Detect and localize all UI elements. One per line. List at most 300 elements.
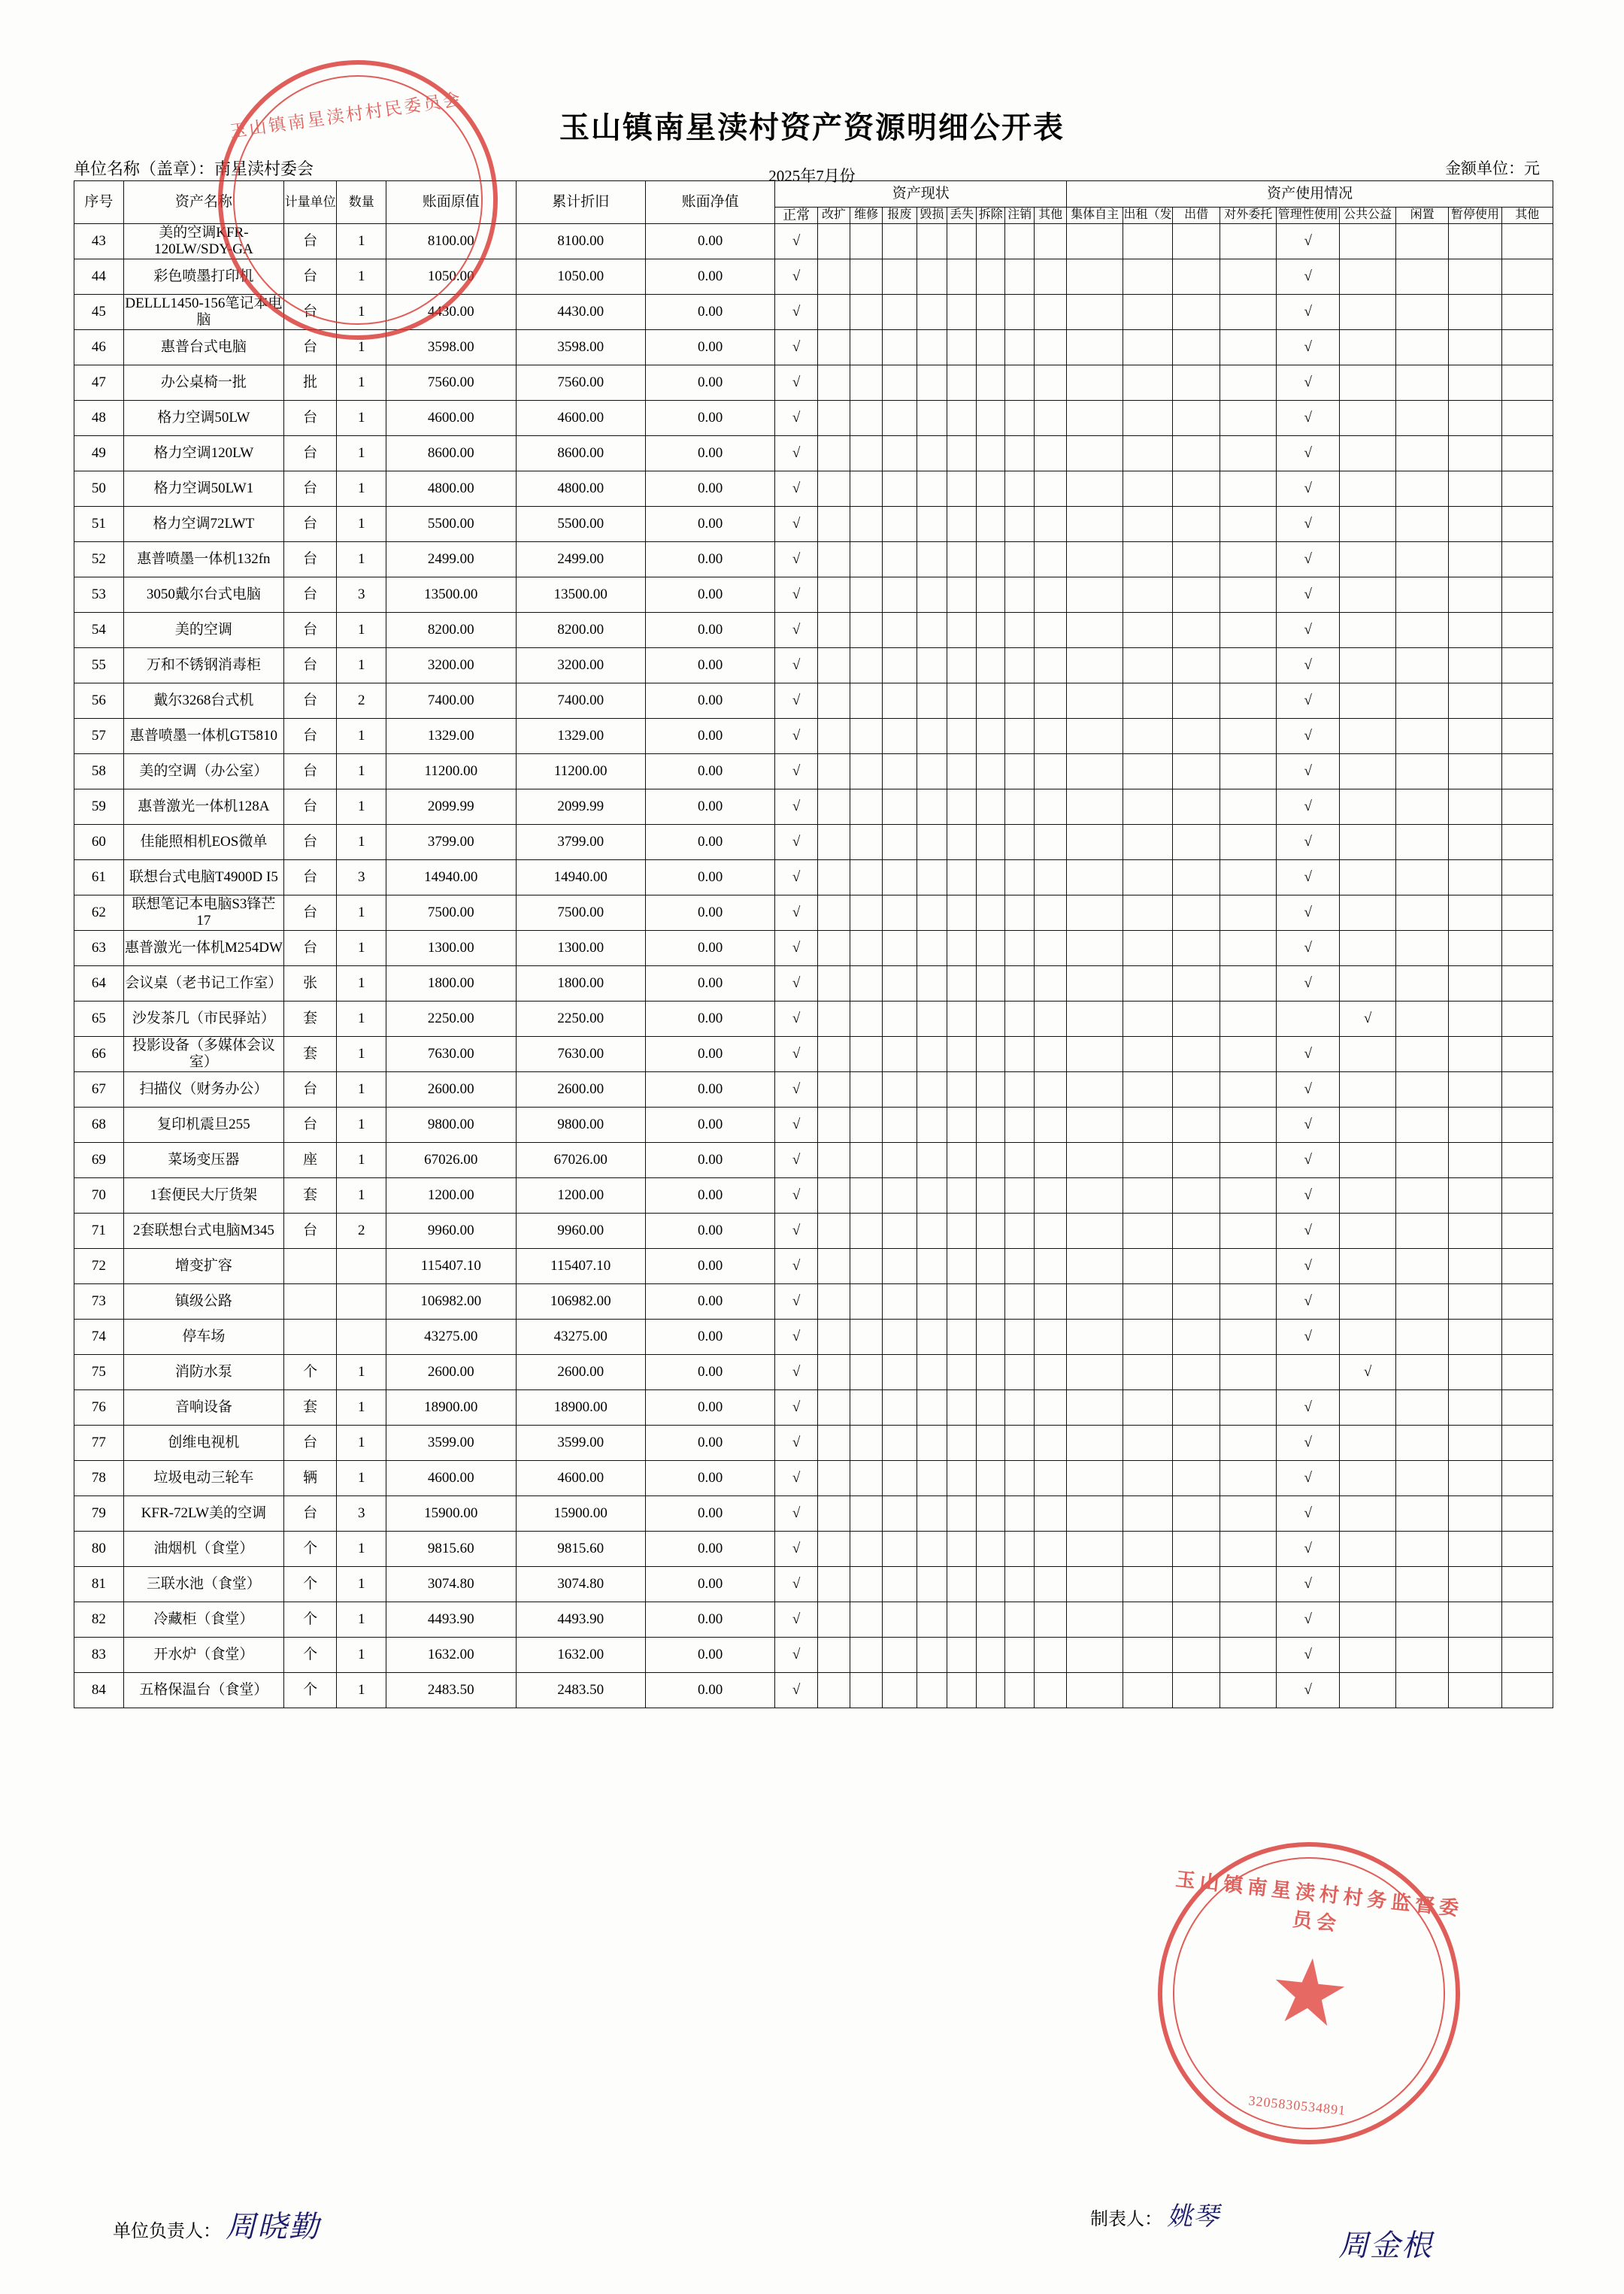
cell-status-3 [883,1284,917,1320]
cell-status-4 [917,1002,947,1037]
cell-usage-5 [1340,1108,1396,1143]
table-row [74,436,1553,471]
cell-status-3 [883,1072,917,1108]
cell-status-5 [947,1178,977,1214]
cell-status-4 [917,1426,947,1461]
cell-depreciation: 8100.00 [516,224,645,259]
cell-usage-5 [1340,860,1396,895]
cell-unit: 台 [284,577,337,613]
cell-usage-6 [1396,330,1449,365]
cell-status-5 [947,330,977,365]
cell-usage-4: √ [1277,860,1340,895]
th-status-lost: 丢失 [947,208,977,224]
table-row [74,1461,1553,1496]
cell-depreciation: 2250.00 [516,1002,645,1037]
cell-usage-1 [1123,683,1173,719]
cell-status-4 [917,1037,947,1072]
cell-seq: 71 [74,1214,124,1249]
cell-qty: 1 [337,436,386,471]
cell-net-value: 0.00 [645,1567,774,1602]
cell-status-8 [1035,330,1067,365]
table-row [74,754,1553,789]
cell-status-4 [917,1496,947,1532]
cell-usage-2 [1172,224,1220,259]
cell-status-4 [917,1602,947,1638]
cell-usage-2 [1172,825,1220,860]
cell-book-value: 67026.00 [386,1143,516,1178]
cell-book-value: 1632.00 [386,1638,516,1673]
cell-usage-1 [1123,577,1173,613]
cell-status-7 [1005,1037,1035,1072]
cell-status-1 [817,1390,850,1426]
cell-status-0: √ [775,1214,818,1249]
cell-usage-0 [1067,719,1123,754]
cell-status-1 [817,224,850,259]
cell-status-3 [883,895,917,931]
cell-qty: 1 [337,789,386,825]
table-row [74,648,1553,683]
cell-usage-6 [1396,507,1449,542]
cell-usage-2 [1172,365,1220,401]
cell-qty: 1 [337,1673,386,1708]
cell-status-6 [976,648,1005,683]
cell-status-6 [976,1461,1005,1496]
cell-seq: 70 [74,1178,124,1214]
cell-usage-8 [1501,507,1553,542]
cell-asset-name: 三联水池（食堂） [123,1567,283,1602]
cell-status-8 [1035,436,1067,471]
cell-status-1 [817,719,850,754]
th-usage-collective: 集体自主 [1067,208,1123,224]
cell-status-8 [1035,507,1067,542]
period-label: 2025年7月份 [768,167,856,185]
cell-usage-6 [1396,1143,1449,1178]
cell-unit: 台 [284,613,337,648]
cell-status-5 [947,789,977,825]
cell-status-1 [817,754,850,789]
cell-usage-3 [1220,1143,1277,1178]
cell-usage-2 [1172,401,1220,436]
cell-status-2 [850,1143,883,1178]
cell-seq: 54 [74,613,124,648]
cell-usage-5 [1340,966,1396,1002]
cell-depreciation: 2600.00 [516,1355,645,1390]
cell-status-4 [917,542,947,577]
cell-depreciation: 11200.00 [516,754,645,789]
cell-usage-8 [1501,471,1553,507]
cell-usage-5 [1340,1532,1396,1567]
cell-asset-name: 美的空调（办公室） [123,754,283,789]
th-asset-name: 资产名称 [123,181,283,224]
cell-usage-7 [1449,1249,1501,1284]
cell-status-3 [883,1567,917,1602]
th-depreciation: 累计折旧 [516,181,645,224]
cell-qty: 1 [337,648,386,683]
cell-depreciation: 1329.00 [516,719,645,754]
cell-seq: 57 [74,719,124,754]
cell-status-0: √ [775,1320,818,1355]
cell-usage-5 [1340,1390,1396,1426]
cell-depreciation: 14940.00 [516,860,645,895]
cell-usage-4: √ [1277,295,1340,330]
cell-asset-name: 投影设备（多媒体会议室） [123,1037,283,1072]
cell-status-2 [850,1002,883,1037]
cell-status-6 [976,1214,1005,1249]
cell-status-7 [1005,648,1035,683]
unit-name-label: 单位名称（盖章）：南星渎村委会 [74,159,314,178]
cell-status-7 [1005,577,1035,613]
cell-unit: 台 [284,1214,337,1249]
table-row [74,365,1553,401]
cell-usage-2 [1172,1355,1220,1390]
reviewer-signature-block [1338,2222,1433,2265]
cell-usage-3 [1220,1355,1277,1390]
cell-status-3 [883,754,917,789]
table-row [74,1002,1553,1037]
cell-usage-8 [1501,789,1553,825]
cell-unit: 台 [284,860,337,895]
cell-seq: 49 [74,436,124,471]
cell-status-1 [817,966,850,1002]
cell-net-value: 0.00 [645,1249,774,1284]
cell-unit: 张 [284,966,337,1002]
cell-book-value: 2499.00 [386,542,516,577]
cell-qty: 1 [337,613,386,648]
cell-status-7 [1005,1390,1035,1426]
cell-usage-1 [1123,507,1173,542]
cell-asset-name: 消防水泵 [123,1355,283,1390]
cell-depreciation: 3599.00 [516,1426,645,1461]
cell-unit: 台 [284,825,337,860]
cell-status-6 [976,860,1005,895]
cell-unit: 台 [284,1072,337,1108]
cell-usage-3 [1220,1390,1277,1426]
cell-status-0: √ [775,1284,818,1320]
cell-usage-1 [1123,1390,1173,1426]
cell-status-8 [1035,471,1067,507]
cell-status-7 [1005,1496,1035,1532]
cell-seq: 73 [74,1284,124,1320]
cell-usage-1 [1123,1143,1173,1178]
cell-usage-0 [1067,577,1123,613]
cell-asset-name: 2套联想台式电脑M345 [123,1214,283,1249]
cell-status-5 [947,224,977,259]
cell-status-6 [976,224,1005,259]
cell-unit: 批 [284,365,337,401]
cell-usage-3 [1220,1461,1277,1496]
cell-usage-7 [1449,401,1501,436]
cell-usage-6 [1396,1567,1449,1602]
cell-usage-6 [1396,754,1449,789]
cell-usage-7 [1449,789,1501,825]
cell-status-5 [947,1320,977,1355]
cell-status-6 [976,401,1005,436]
cell-usage-6 [1396,295,1449,330]
cell-usage-2 [1172,1426,1220,1461]
cell-status-1 [817,1567,850,1602]
cell-usage-7 [1449,542,1501,577]
cell-book-value: 43275.00 [386,1320,516,1355]
cell-usage-8 [1501,613,1553,648]
cell-depreciation: 8200.00 [516,613,645,648]
cell-seq: 50 [74,471,124,507]
cell-status-0: √ [775,1108,818,1143]
cell-usage-1 [1123,365,1173,401]
cell-usage-5 [1340,1638,1396,1673]
cell-usage-1 [1123,1320,1173,1355]
cell-qty: 1 [337,895,386,931]
cell-usage-5 [1340,895,1396,931]
cell-status-5 [947,825,977,860]
cell-usage-7 [1449,683,1501,719]
cell-usage-3 [1220,507,1277,542]
cell-usage-8 [1501,754,1553,789]
cell-status-4 [917,613,947,648]
cell-seq: 74 [74,1320,124,1355]
table-row [74,1355,1553,1390]
cell-status-4 [917,754,947,789]
cell-status-5 [947,1567,977,1602]
cell-status-1 [817,1002,850,1037]
cell-usage-5: √ [1340,1355,1396,1390]
cell-usage-1 [1123,648,1173,683]
cell-status-1 [817,1355,850,1390]
cell-qty: 2 [337,1214,386,1249]
cell-usage-3 [1220,1002,1277,1037]
cell-asset-name: 增变扩容 [123,1249,283,1284]
th-book-value: 账面原值 [386,181,516,224]
cell-unit: 台 [284,330,337,365]
cell-usage-3 [1220,931,1277,966]
cell-depreciation: 2600.00 [516,1072,645,1108]
cell-usage-8 [1501,1496,1553,1532]
cell-usage-2 [1172,1108,1220,1143]
cell-status-8 [1035,683,1067,719]
cell-status-0: √ [775,1037,818,1072]
cell-usage-5 [1340,1426,1396,1461]
cell-seq: 48 [74,401,124,436]
cell-asset-name: 美的空调 [123,613,283,648]
reviewer-signature: 周金根 [1338,2229,1433,2263]
cell-status-2 [850,1249,883,1284]
table-row [74,1532,1553,1567]
cell-status-3 [883,931,917,966]
cell-status-2 [850,1602,883,1638]
cell-book-value: 9800.00 [386,1108,516,1143]
cell-status-6 [976,330,1005,365]
cell-status-2 [850,719,883,754]
cell-depreciation: 1200.00 [516,1178,645,1214]
cell-asset-name: 戴尔3268台式机 [123,683,283,719]
stamp-number: 3205830534891 [1247,2092,1347,2118]
cell-usage-3 [1220,295,1277,330]
cell-book-value: 1329.00 [386,719,516,754]
cell-status-6 [976,1178,1005,1214]
cell-status-8 [1035,1638,1067,1673]
cell-status-8 [1035,1673,1067,1708]
cell-usage-0 [1067,1108,1123,1143]
cell-usage-8 [1501,330,1553,365]
cell-status-6 [976,1249,1005,1284]
cell-net-value: 0.00 [645,683,774,719]
cell-status-1 [817,1461,850,1496]
cell-status-7 [1005,895,1035,931]
cell-status-0: √ [775,1638,818,1673]
cell-net-value: 0.00 [645,719,774,754]
cell-status-5 [947,966,977,1002]
table-row [74,931,1553,966]
cell-asset-name: 扫描仪（财务办公） [123,1072,283,1108]
cell-usage-0 [1067,648,1123,683]
cell-net-value: 0.00 [645,1355,774,1390]
cell-status-8 [1035,1496,1067,1532]
cell-status-6 [976,719,1005,754]
cell-usage-2 [1172,789,1220,825]
cell-usage-2 [1172,1496,1220,1532]
cell-status-3 [883,1178,917,1214]
cell-asset-name: 会议桌（老书记工作室） [123,966,283,1002]
cell-usage-2 [1172,1567,1220,1602]
cell-net-value: 0.00 [645,542,774,577]
cell-usage-6 [1396,1178,1449,1214]
cell-book-value: 3200.00 [386,648,516,683]
cell-usage-4 [1277,1355,1340,1390]
cell-usage-1 [1123,613,1173,648]
cell-book-value: 7500.00 [386,895,516,931]
cell-seq: 43 [74,224,124,259]
table-row [74,789,1553,825]
table-row [74,1673,1553,1708]
cell-book-value: 8100.00 [386,224,516,259]
cell-usage-3 [1220,1496,1277,1532]
cell-usage-4: √ [1277,1108,1340,1143]
cell-depreciation: 3200.00 [516,648,645,683]
cell-usage-8 [1501,1673,1553,1708]
cell-status-3 [883,789,917,825]
cell-status-0: √ [775,577,818,613]
cell-usage-0 [1067,1673,1123,1708]
cell-status-7 [1005,719,1035,754]
cell-usage-1 [1123,436,1173,471]
cell-unit: 台 [284,224,337,259]
cell-status-2 [850,1426,883,1461]
cell-usage-0 [1067,683,1123,719]
cell-usage-8 [1501,860,1553,895]
cell-status-1 [817,895,850,931]
cell-status-6 [976,1284,1005,1320]
cell-usage-6 [1396,542,1449,577]
cell-status-8 [1035,1214,1067,1249]
cell-usage-8 [1501,1461,1553,1496]
cell-net-value: 0.00 [645,1532,774,1567]
table-row [74,895,1553,931]
cell-book-value: 3598.00 [386,330,516,365]
cell-usage-5 [1340,1037,1396,1072]
cell-status-4 [917,471,947,507]
cell-usage-3 [1220,542,1277,577]
cell-usage-7 [1449,1002,1501,1037]
cell-status-8 [1035,1461,1067,1496]
cell-depreciation: 1632.00 [516,1638,645,1673]
cell-status-6 [976,1320,1005,1355]
cell-usage-1 [1123,1461,1173,1496]
th-status-expand: 改扩 [817,208,850,224]
th-unit: 计量单位 [284,181,337,224]
cell-usage-0 [1067,1496,1123,1532]
cell-status-6 [976,1567,1005,1602]
cell-net-value: 0.00 [645,1426,774,1461]
cell-status-0: √ [775,1673,818,1708]
cell-usage-7 [1449,330,1501,365]
cell-depreciation: 2099.99 [516,789,645,825]
cell-book-value: 7400.00 [386,683,516,719]
cell-qty: 1 [337,1072,386,1108]
th-usage-suspended: 暂停使用 [1449,208,1501,224]
cell-unit: 套 [284,1037,337,1072]
cell-status-5 [947,365,977,401]
table-body [74,224,1553,1708]
cell-status-6 [976,895,1005,931]
cell-asset-name: 办公桌椅一批 [123,365,283,401]
cell-unit: 台 [284,507,337,542]
cell-unit: 台 [284,719,337,754]
cell-book-value: 14940.00 [386,860,516,895]
cell-status-7 [1005,1638,1035,1673]
cell-status-2 [850,1178,883,1214]
cell-usage-6 [1396,613,1449,648]
cell-usage-7 [1449,1461,1501,1496]
cell-status-2 [850,1532,883,1567]
cell-qty: 1 [337,1461,386,1496]
cell-seq: 62 [74,895,124,931]
cell-status-7 [1005,1143,1035,1178]
cell-status-8 [1035,1143,1067,1178]
cell-status-7 [1005,401,1035,436]
cell-usage-1 [1123,825,1173,860]
cell-status-8 [1035,613,1067,648]
cell-status-5 [947,401,977,436]
cell-status-4 [917,1320,947,1355]
cell-usage-2 [1172,683,1220,719]
cell-net-value: 0.00 [645,895,774,931]
cell-status-3 [883,1638,917,1673]
cell-usage-6 [1396,436,1449,471]
cell-book-value: 4600.00 [386,401,516,436]
cell-status-7 [1005,1355,1035,1390]
cell-asset-name: 惠普激光一体机128A [123,789,283,825]
cell-net-value: 0.00 [645,754,774,789]
cell-book-value: 106982.00 [386,1284,516,1320]
cell-status-4 [917,1567,947,1602]
cell-usage-4: √ [1277,330,1340,365]
cell-qty: 1 [337,931,386,966]
cell-depreciation: 7500.00 [516,895,645,931]
cell-qty: 1 [337,1037,386,1072]
cell-depreciation: 1300.00 [516,931,645,966]
cell-qty: 1 [337,719,386,754]
th-usage-management: 管理性使用 [1277,208,1340,224]
cell-status-5 [947,1143,977,1178]
cell-usage-8 [1501,224,1553,259]
cell-usage-5 [1340,754,1396,789]
cell-status-8 [1035,1320,1067,1355]
cell-status-1 [817,542,850,577]
cell-unit [284,1284,337,1320]
cell-usage-1 [1123,931,1173,966]
cell-unit: 台 [284,754,337,789]
cell-status-0: √ [775,330,818,365]
cell-status-4 [917,1284,947,1320]
